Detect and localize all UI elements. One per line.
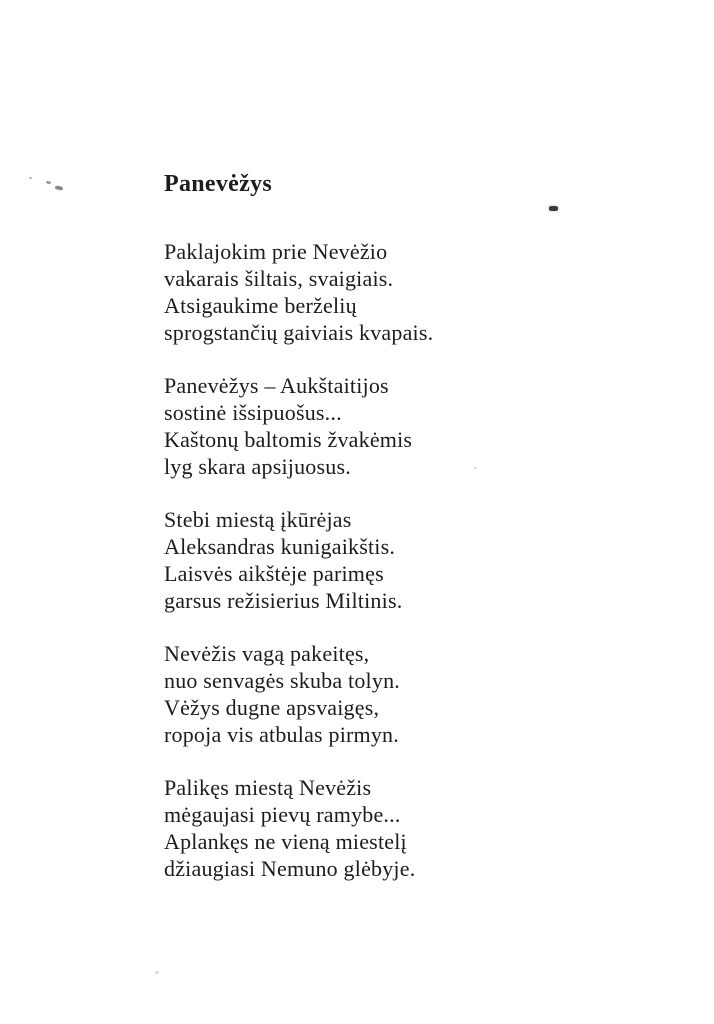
poem-title: Panevėžys — [164, 171, 273, 197]
poem-line: Atsigaukime berželių — [164, 293, 357, 318]
poem-line: lyg skara apsijuosus. — [164, 454, 351, 479]
poem-line: Laisvės aikštėje parimęs — [164, 561, 384, 586]
poem-line: nuo senvagės skuba tolyn. — [164, 668, 400, 693]
poem-line: sprogstančių gaiviais kvapais. — [164, 320, 434, 345]
poem-line: Nevėžis vagą pakeitęs, — [164, 641, 370, 666]
stanza-1 — [164, 238, 433, 346]
poem-line: Aleksandras kunigaikštis. — [164, 534, 396, 559]
poem-line: vakarais šiltais, svaigiais. — [164, 266, 394, 291]
poem-line: mėgaujasi pievų ramybe... — [164, 802, 401, 827]
stanza-3 — [164, 506, 433, 614]
poem-line: garsus režisierius Miltinis. — [164, 588, 403, 613]
scan-speck — [474, 467, 477, 469]
poem-line: Stebi miestą įkūrėjas — [164, 507, 352, 532]
scan-mark — [549, 206, 558, 211]
poem-line: sostinė išsipuošus... — [164, 400, 342, 425]
stanza-4 — [164, 640, 433, 748]
scan-speck — [155, 971, 159, 974]
poem-line: Aplankęs ne vieną miestelį — [164, 829, 407, 854]
poem-line: Panevėžys – Aukštaitijos — [164, 373, 389, 398]
stanza-2 — [164, 372, 433, 480]
poem-line: Palikęs miestą Nevėžis — [164, 775, 372, 800]
scan-speck — [55, 185, 64, 191]
scan-speck — [29, 177, 32, 179]
poem-line: džiaugiasi Nemuno glėbyje. — [164, 856, 416, 881]
poem-line: ropoja vis atbulas pirmyn. — [164, 722, 399, 747]
poem — [164, 170, 433, 882]
poem-line: Kaštonų baltomis žvakėmis — [164, 427, 413, 452]
scan-speck — [46, 180, 52, 184]
poem-line: Paklajokim prie Nevėžio — [164, 239, 388, 264]
poem-line: Vėžys dugne apsvaigęs, — [164, 695, 380, 720]
stanza-5 — [164, 774, 433, 882]
